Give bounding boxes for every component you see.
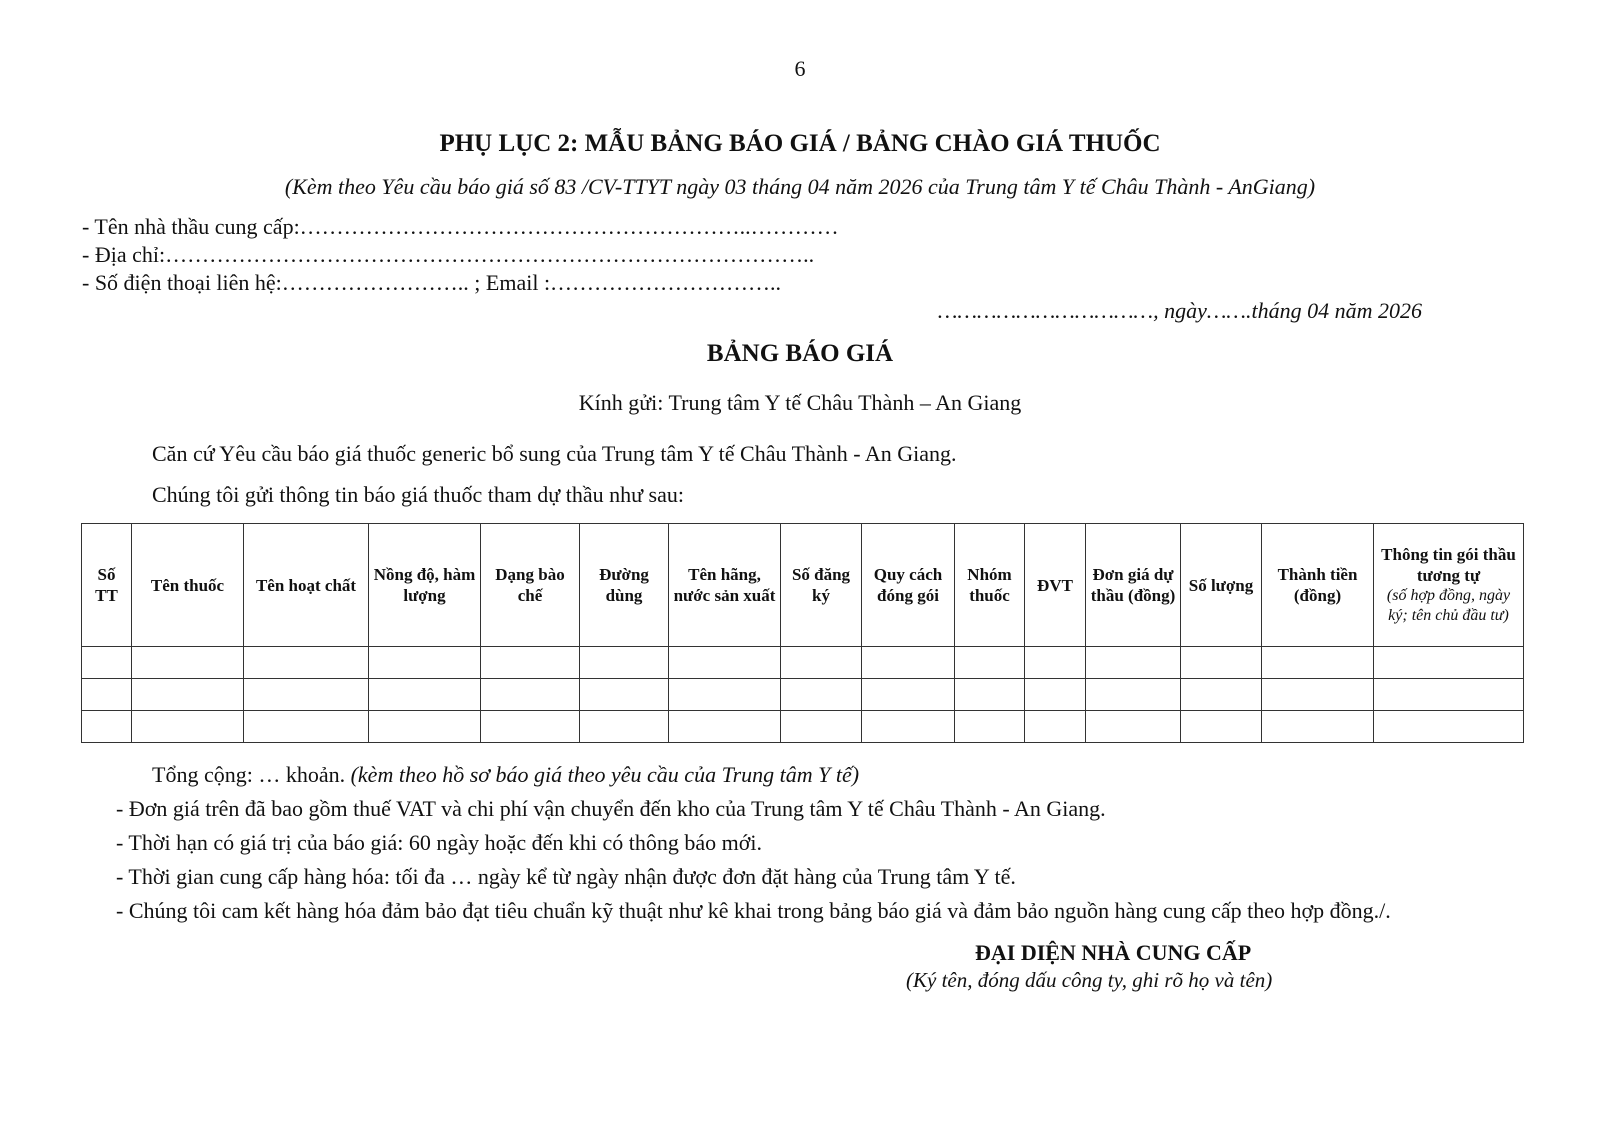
- table-cell: [580, 711, 669, 743]
- table-cell: [1374, 711, 1524, 743]
- header-cell: Đường dùng: [580, 524, 669, 647]
- signature-note: (Ký tên, đóng dấu công ty, ghi rõ họ và tên): [906, 968, 1273, 992]
- table-cell: [132, 647, 244, 679]
- table-cell: [369, 711, 481, 743]
- page-number: 6: [794, 56, 806, 81]
- table-cell: [862, 679, 955, 711]
- table-cell: [781, 711, 862, 743]
- date-line: ……………………………, ngày…….tháng 04 năm 2026: [937, 298, 1422, 323]
- header-cell: Nồng độ, hàm lượng: [369, 524, 481, 647]
- supplier-address-line: - Địa chỉ:……………………………………………………………………………..: [82, 242, 815, 267]
- table-cell: [580, 679, 669, 711]
- table-row: [82, 647, 1524, 679]
- total-text: Tổng cộng: … khoản.: [152, 762, 351, 787]
- table-cell: [244, 711, 369, 743]
- table-row: [82, 679, 1524, 711]
- table-cell: [1025, 679, 1086, 711]
- appendix-subtitle: (Kèm theo Yêu cầu báo giá số 83 /CV-TTYT ngày 03 tháng 04 năm 2026 của Trung tâm Y tế Châu Thành - AnGiang): [284, 174, 1316, 199]
- table-cell: [82, 711, 132, 743]
- table-cell: [1262, 711, 1374, 743]
- table-cell: [481, 647, 580, 679]
- table-cell: [669, 679, 781, 711]
- recipient-line: Kính gửi: Trung tâm Y tế Châu Thành – An Giang: [578, 390, 1022, 415]
- table-cell: [1181, 647, 1262, 679]
- header-cell: Đơn giá dự thầu (đồng): [1086, 524, 1181, 647]
- table-cell: [862, 647, 955, 679]
- header-cell: Nhóm thuốc: [955, 524, 1025, 647]
- header-cell: Tên hoạt chất: [244, 524, 369, 647]
- table-cell: [1374, 647, 1524, 679]
- table-cell: [244, 679, 369, 711]
- table-cell: [1262, 679, 1374, 711]
- table-cell: [1181, 679, 1262, 711]
- table-cell: [955, 711, 1025, 743]
- table-cell: [1086, 679, 1181, 711]
- header-cell-label: Thông tin gói thầu tương tự: [1381, 545, 1516, 585]
- appendix-title: PHỤ LỤC 2: MẪU BẢNG BÁO GIÁ / BẢNG CHÀO GIÁ THUỐC: [439, 130, 1161, 157]
- table-cell: [669, 647, 781, 679]
- table-cell: [244, 647, 369, 679]
- total-line: [152, 762, 859, 788]
- note-validity: - Thời hạn có giá trị của báo giá: 60 ngày hoặc đến khi có thông báo mới.: [116, 830, 763, 855]
- table-cell: [580, 647, 669, 679]
- quote-table: [81, 523, 1524, 743]
- header-cell: Quy cách đóng gói: [862, 524, 955, 647]
- header-cell: ĐVT: [1025, 524, 1086, 647]
- header-cell: Số đăng ký: [781, 524, 862, 647]
- quote-title: BẢNG BÁO GIÁ: [706, 340, 894, 367]
- note-vat: - Đơn giá trên đã bao gồm thuế VAT và chi phí vận chuyển đến kho của Trung tâm Y tế Châu Thành - An Giang.: [116, 796, 1106, 821]
- basis-paragraph: Căn cứ Yêu cầu báo giá thuốc generic bổ sung của Trung tâm Y tế Châu Thành - An Giang.: [152, 441, 957, 466]
- table-cell: [1181, 711, 1262, 743]
- table-cell: [1025, 647, 1086, 679]
- table-cell: [669, 711, 781, 743]
- table-cell: [781, 647, 862, 679]
- header-cell: Tên hãng, nước sản xuất: [669, 524, 781, 647]
- table-cell: [955, 647, 1025, 679]
- table-cell: [1025, 711, 1086, 743]
- table-cell: [481, 679, 580, 711]
- supplier-contact-line: - Số điện thoại liên hệ:…………………….. ; Email :…………………………..: [82, 270, 782, 295]
- table-cell: [82, 647, 132, 679]
- table-cell: [862, 711, 955, 743]
- intro-paragraph: Chúng tôi gửi thông tin báo giá thuốc tham dự thầu như sau:: [152, 482, 684, 507]
- supplier-name-line: - Tên nhà thầu cung cấp:……………………………………………………..…………: [82, 214, 839, 239]
- table-cell: [82, 679, 132, 711]
- table-row: [82, 711, 1524, 743]
- signature-title: ĐẠI DIỆN NHÀ CUNG CẤP: [975, 940, 1252, 965]
- table-cell: [1086, 711, 1181, 743]
- table-cell: [481, 711, 580, 743]
- header-cell: Thành tiền (đồng): [1262, 524, 1374, 647]
- note-delivery-time: - Thời gian cung cấp hàng hóa: tối đa … ngày kể từ ngày nhận được đơn đặt hàng của Trung tâm Y tế.: [116, 864, 1016, 889]
- header-cell-similar-package: [1374, 524, 1524, 647]
- table-cell: [132, 711, 244, 743]
- note-commitment: - Chúng tôi cam kết hàng hóa đảm bảo đạt tiêu chuẩn kỹ thuật như kê khai trong bảng báo giá và đảm bảo nguồn hàng cung cấp theo hợp đồng./.: [116, 898, 1391, 923]
- table-cell: [369, 647, 481, 679]
- table-cell: [955, 679, 1025, 711]
- header-cell: Tên thuốc: [132, 524, 244, 647]
- header-cell-note: (số hợp đồng, ngày ký; tên chủ đầu tư): [1386, 587, 1511, 624]
- table-cell: [1262, 647, 1374, 679]
- table-cell: [1086, 647, 1181, 679]
- header-cell: Số lượng: [1181, 524, 1262, 647]
- header-cell: Dạng bào chế: [481, 524, 580, 647]
- table-cell: [369, 679, 481, 711]
- header-cell: Số TT: [82, 524, 132, 647]
- table-header-row: [82, 524, 1524, 647]
- table-cell: [1374, 679, 1524, 711]
- total-note: (kèm theo hồ sơ báo giá theo yêu cầu của Trung tâm Y tế): [350, 762, 860, 787]
- table-cell: [132, 679, 244, 711]
- table-cell: [781, 679, 862, 711]
